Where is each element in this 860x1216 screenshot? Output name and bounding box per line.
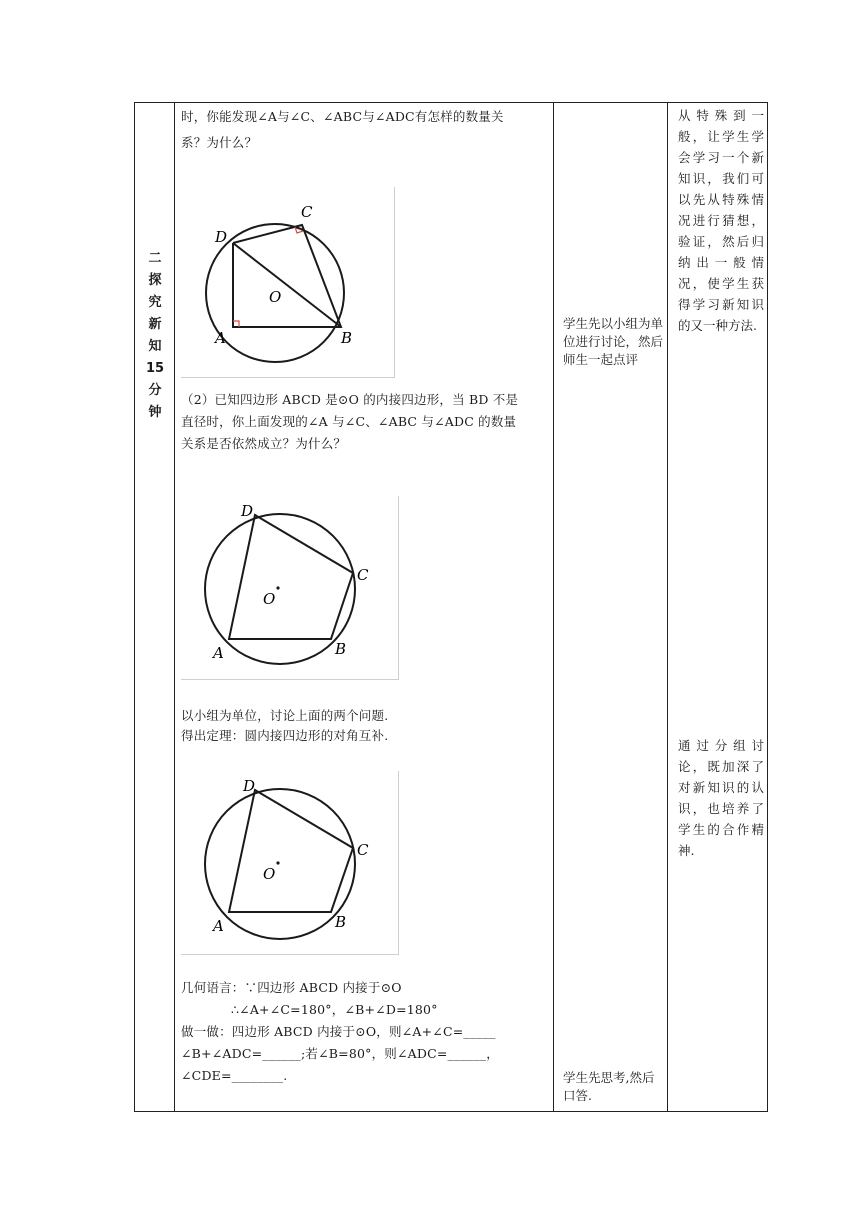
stage-char: 知 — [148, 339, 162, 354]
label-b: B — [335, 913, 347, 931]
question-2-line-3: 关系是否依然成立？为什么？ — [181, 436, 347, 451]
stage-char: 二 — [148, 251, 162, 266]
try-it-line-3: ∠CDE=________. — [181, 1068, 288, 1083]
label-a: A — [215, 329, 226, 347]
center-dot — [276, 861, 279, 864]
label-b: B — [335, 640, 347, 658]
design-intent-group-discussion: 通过分组讨论，既加深了对新知识的认识，也培养了学生的合作精神. — [678, 738, 764, 858]
label-d: D — [243, 777, 256, 795]
label-a: A — [213, 644, 224, 662]
circle-shape — [205, 789, 355, 939]
stage-char: 钟 — [148, 405, 162, 420]
label-c: C — [357, 841, 369, 859]
design-intent-special-to-general: 从特殊到一般，让学生学会学习一个新知识，我们可以先从特殊情况进行猜想，验证，然后归纳出一般情况，使学生获得学习新知识的又一种方法. — [678, 108, 764, 333]
label-b: B — [341, 329, 353, 347]
column-divider — [553, 103, 554, 1111]
geometry-language-line-1: 几何语言：∵四边形 ABCD 内接于⊙O — [181, 980, 402, 995]
intro-line-1: 时，你能发现∠A与∠C、∠ABC与∠ADC有怎样的数量关 — [181, 109, 504, 124]
figure-diameter-quadrilateral — [181, 187, 395, 378]
stage-label — [135, 248, 175, 424]
label-c: C — [357, 566, 369, 584]
stage-char: 15 — [145, 361, 165, 376]
label-d: D — [241, 502, 254, 520]
theorem-line: 得出定理：圆内接四边形的对角互补. — [181, 728, 389, 743]
quadrilateral-shape — [233, 225, 341, 327]
student-activity-discussion: 学生先以小组为单位进行讨论，然后师生一起点评 — [563, 316, 664, 367]
try-it-line-2: ∠B+∠ADC=______;若∠B=80°，则∠ADC=______， — [181, 1046, 499, 1061]
group-discussion-line: 以小组为单位，讨论上面的两个问题. — [181, 708, 389, 723]
stage-char: 新 — [148, 317, 162, 332]
label-o: O — [263, 590, 276, 608]
quadrilateral-shape — [229, 790, 353, 912]
figure-general-quadrilateral — [181, 496, 399, 680]
lesson-table — [134, 102, 768, 1112]
label-o: O — [269, 288, 282, 306]
stage-char: 分 — [148, 383, 162, 398]
question-2-line-2: 直径时，你上面发现的∠A 与∠C、∠ABC 与∠ADC 的数量 — [181, 414, 517, 429]
stage-column — [135, 103, 175, 1111]
try-it-line-1: 做一做：四边形 ABCD 内接于⊙O，则∠A+∠C=_____ — [181, 1024, 496, 1039]
stage-char: 探 — [148, 273, 162, 288]
label-d: D — [215, 228, 228, 246]
stage-char: 究 — [148, 295, 162, 310]
geometry-language-line-2: ∴∠A+∠C=180°，∠B+∠D=180° — [231, 1002, 438, 1017]
quadrilateral-shape — [229, 515, 353, 639]
label-c: C — [301, 203, 313, 221]
intro-line-2: 系？为什么？ — [181, 135, 258, 150]
center-dot — [276, 586, 279, 589]
figure-theorem-quadrilateral — [181, 771, 399, 955]
circle-shape — [205, 514, 355, 664]
student-activity-answer: 学生先思考,然后口答. — [563, 1070, 655, 1103]
label-o: O — [263, 865, 276, 883]
label-a: A — [213, 917, 224, 935]
question-2-line-1: （2）已知四边形 ABCD 是⊙O 的内接四边形，当 BD 不是 — [181, 392, 519, 407]
column-divider — [667, 103, 668, 1111]
